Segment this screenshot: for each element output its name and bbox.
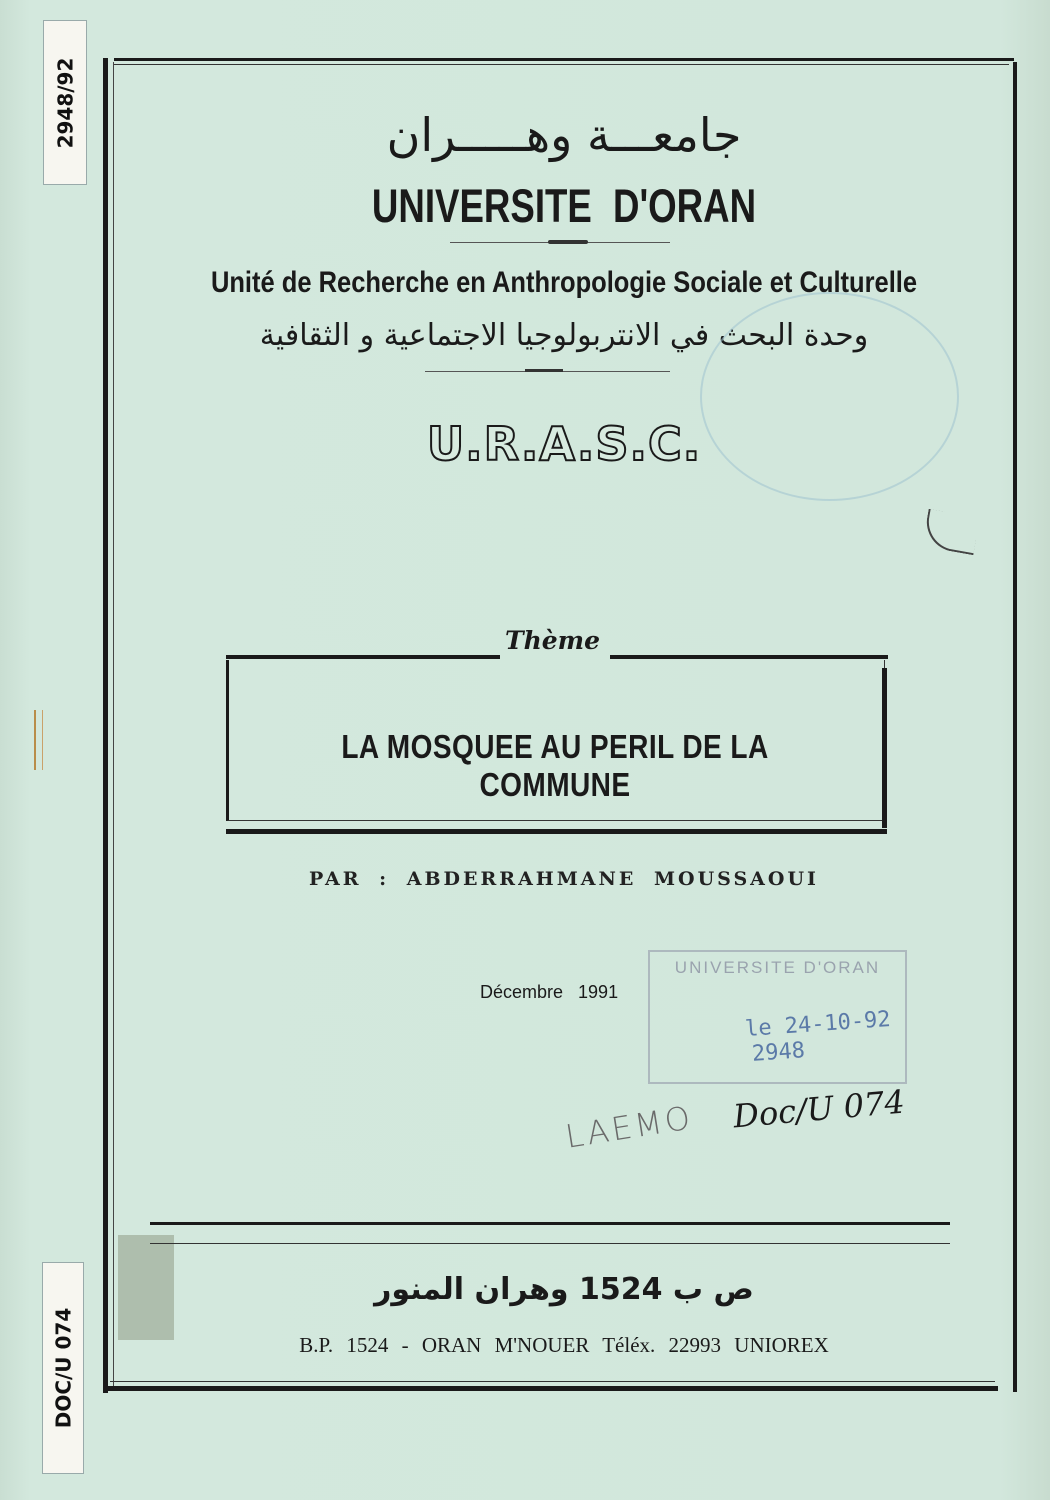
author-line: PAR : ABDERRAHMANE MOUSSAOUI [309,868,819,890]
publication-date: Décembre 1991 [480,982,619,1002]
research-unit-french: Unité de Recherche en Anthropologie Sociale et Culturelle [210,266,918,299]
address-arabic: ص ب 1524 وهران المنور [374,1272,754,1307]
frame-right-border [1013,62,1017,1392]
frame-bottom-inner-border [110,1381,995,1382]
faded-oval-stamp [700,292,959,501]
frame-left-border [103,58,108,1393]
handwritten-note-right: Doc/U 074 [731,1082,907,1136]
spine-label-top-text: 2948/92 [53,57,77,148]
divider-ornament [525,369,563,372]
staple [34,710,43,770]
footer-rule-thin [150,1243,950,1244]
theme-box-shadow-right [882,668,887,828]
spine-label-bottom-text: DOC/U 074 [51,1307,76,1429]
theme-box-shadow-bottom [226,829,887,834]
frame-top-border [114,58,1014,61]
theme-label: Thème [505,626,601,655]
frame-left-inner-border [113,62,114,1387]
pen-mark [922,509,980,555]
theme-rule-left [226,655,500,659]
frame-top-inner-border [114,64,1009,65]
spine-label-top [43,20,87,185]
research-unit-arabic: وحدة البحث في الانتربولوجيا الاجتماعية و الثقافية [259,318,869,353]
university-name-french: UNIVERSITE D'ORAN [371,179,757,232]
theme-title: LA MOSQUEE AU PERIL DE LA COMMUNE [341,728,769,803]
frame-bottom-border [103,1386,998,1391]
stamp-date: le 24-10-92 [744,1006,892,1043]
divider-ornament [548,240,588,244]
library-stamp-text: UNIVERSITE D'ORAN [674,958,881,977]
stamp-number: 2948 [751,1038,806,1067]
spine-label-bottom [42,1262,84,1474]
footer-rule [150,1222,950,1225]
unit-acronym: U.R.A.S.C. [426,417,702,471]
university-name-arabic: جامعـــة وهـــــران [386,108,742,162]
theme-rule-right [610,655,888,659]
address-french: B.P. 1524 - ORAN M'NOUER Téléx. 22993 UNIOREX [299,1333,829,1357]
handwritten-note-left: LAEMO [562,1098,696,1156]
